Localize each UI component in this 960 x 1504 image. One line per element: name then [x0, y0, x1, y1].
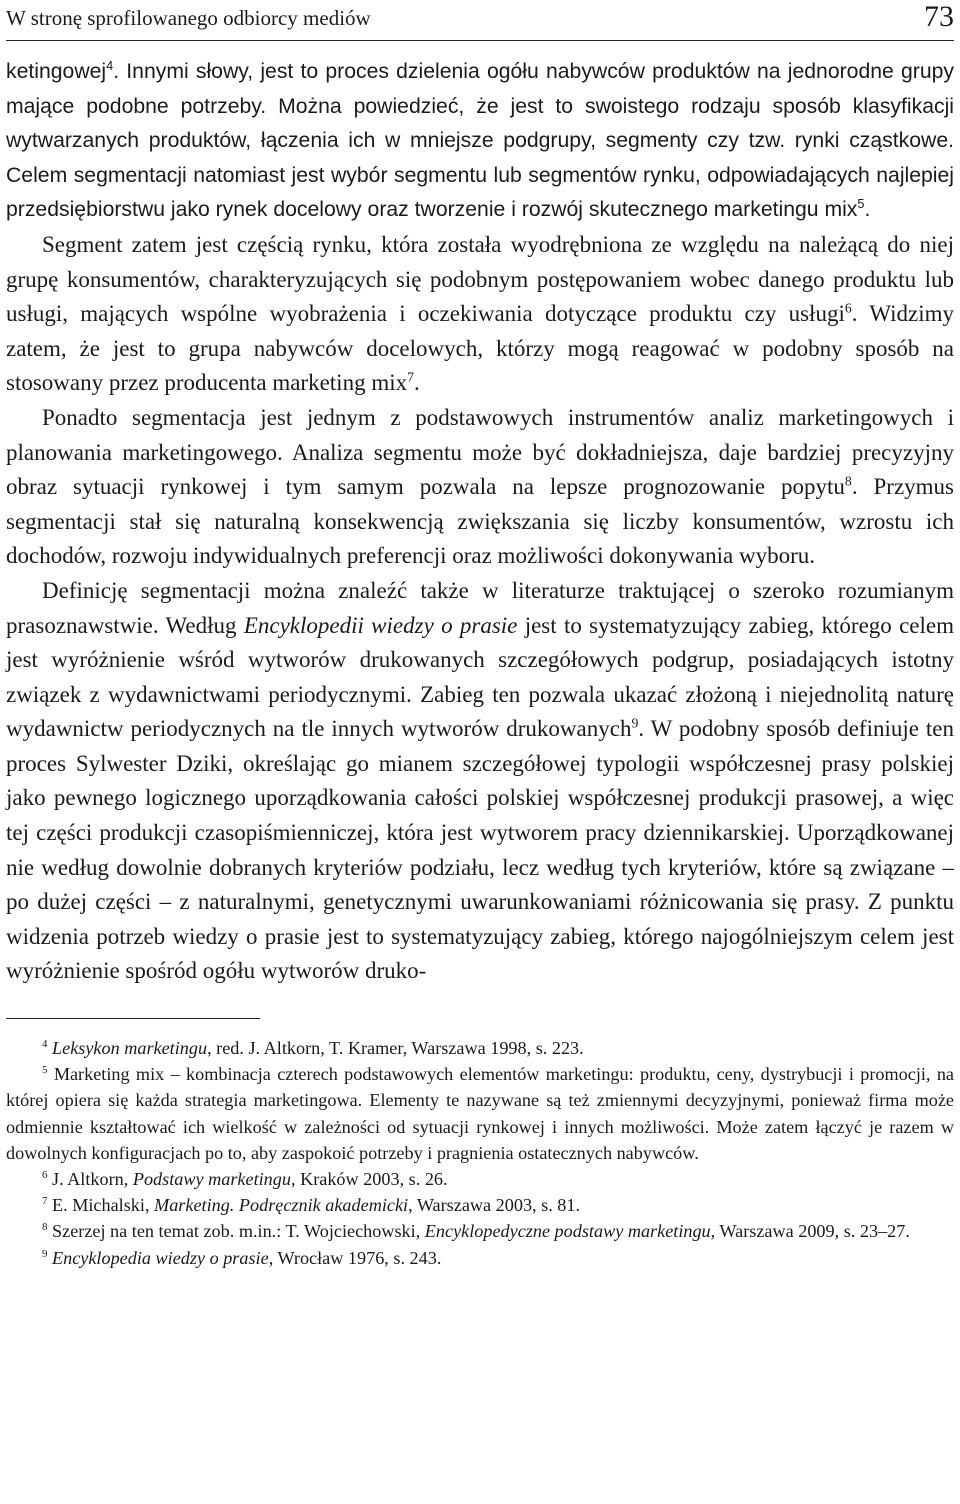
- footnote-8: [6, 1218, 954, 1244]
- text-run: Segment zatem jest częścią rynku, która została wyodrębniona ze względu na należącą do niej grupę konsumentów, charakteryzujących się podobnym postępowaniem wobec danego produktu lub usługi, mających wspólne wyobrażenia i oczekiwania dotyczące produktu czy usługi: [6, 231, 954, 327]
- paragraph-4: [6, 574, 954, 989]
- footnote-7: [6, 1192, 954, 1218]
- footnote-ref: 9: [631, 715, 639, 731]
- footnote-text: Szerzej na ten temat zob. m.in.: T. Wojciechowski,: [52, 1221, 425, 1242]
- footnote-number: 4: [42, 1037, 48, 1050]
- text-run: .: [864, 198, 871, 222]
- text-run: . Innymi słowy, jest to proces dzielenia ogółu nabywców produktów na jednorodne grupy mające podobne potrzeby. Można powiedzieć, że jest to swoistego rodzaju sposób klasyfikacji wytwarzanych produktów, łączenia ich w mniejsze podgrupy, segmenty czy tzw. rynki cząstkowe. Celem segmentacji natomiast jest wybór segmentu lub segmentów rynku, odpowiadających najlepiej przedsiębiorstwu jako rynek docelowy oraz tworzenie i rozwój skutecznego marketingu mix: [6, 60, 954, 222]
- italic-title: Encyklopedia wiedzy o prasie: [52, 1247, 269, 1268]
- paragraph-1: [6, 55, 954, 228]
- text-run: Ponadto segmentacja jest jednym z podstawowych instrumentów analiz marketingowych i planowania marketingowego. Analiza segmentu może być dokładniejsza, daje bardziej precyzyjny obraz sytuacji rynkowej i tym samym pozwala na lepsze prognozowanie popytu: [6, 404, 954, 500]
- footnote-number: 5: [42, 1064, 48, 1077]
- footnotes: [6, 1035, 954, 1271]
- footnote-9: [6, 1245, 954, 1271]
- document-page: [6, 0, 954, 1271]
- page-number: 73: [924, 0, 954, 33]
- footnote-text: , Warszawa 2009, s. 23–27.: [710, 1221, 910, 1242]
- text-run: ketingowej: [6, 60, 107, 83]
- footnote-ref: 7: [407, 369, 415, 385]
- footnote-ref: 4: [106, 57, 114, 73]
- footnote-text: , Warszawa 2003, s. 81.: [408, 1195, 581, 1216]
- footnote-6: [6, 1166, 954, 1192]
- footnote-number: 6: [42, 1168, 48, 1181]
- footnote-number: 8: [42, 1221, 48, 1234]
- body-text: [6, 55, 954, 989]
- italic-title: Encyklopedii wiedzy o prasie: [243, 612, 518, 638]
- footnote-separator: [6, 1018, 260, 1019]
- footnote-text: , red. J. Altkorn, T. Kramer, Warszawa 1998, s. 223.: [207, 1038, 584, 1059]
- italic-title: Podstawy marketingu: [132, 1169, 291, 1190]
- footnote-text: , Wrocław 1976, s. 243.: [268, 1247, 442, 1268]
- italic-title: Leksykon marketingu: [52, 1038, 208, 1059]
- italic-title: Marketing. Podręcznik akademicki: [154, 1195, 409, 1216]
- footnote-text: , Kraków 2003, s. 26.: [290, 1169, 448, 1190]
- footnote-ref: 8: [844, 473, 852, 489]
- text-run: . Widzimy zatem, że jest to grupa nabywców docelowych, którzy mogą reagować w podobny sposób na stosowany przez producenta marketing mix: [6, 301, 954, 396]
- footnote-number: 9: [42, 1247, 48, 1260]
- footnote-text: Marketing mix – kombinacja czterech podstawowych elementów marketingu: produktu, ceny, dystrybucji i promocji, na której opiera się każda strategia marketingowa. Elementy te nazywane są też zmiennymi decyzyjnymi, ponieważ firma może odmiennie kształtować ich wielkość w zależności od sytuacji rynkowej i innych możliwości. Może zatem łączyć je razem w dowolnych konfiguracjach po to, aby zaspokoić potrzeby i pragnienia ostatecznych nabywców.: [6, 1064, 954, 1163]
- footnote-4: [6, 1035, 954, 1061]
- text-run: . Przymus segmentacji stał się naturalną konsekwencją zwiększania się liczby konsumentów, wzrostu ich dochodów, rozwoju indywidualnych preferencji oraz możliwości dokonywania wyboru.: [6, 474, 954, 569]
- text-run: Definicję segmentacji można znaleźć także w literaturze traktującej o szeroko rozumianym prasoznawstwie. Według: [6, 577, 954, 638]
- running-header: [6, 0, 954, 41]
- footnote-text: J. Altkorn,: [52, 1169, 133, 1190]
- text-run: jest to systematyzujący zabieg, którego celem jest wyróżnienie wśród wytworów drukowanych szczegółowych podgrup, posiadających istotny związek z wydawnictwami periodycznymi. Zabieg ten pozwala ukazać złożoną i niejednolitą naturę wydawnictw periodycznych na tle innych wytworów drukowanych: [6, 612, 954, 742]
- footnote-ref: 5: [857, 196, 865, 212]
- paragraph-3: [6, 401, 954, 574]
- text-run: .: [414, 370, 420, 396]
- italic-title: Encyklopedyczne podstawy marketingu: [424, 1221, 711, 1242]
- paragraph-2: [6, 228, 954, 401]
- running-title: W stronę sprofilowanego odbiorcy mediów: [6, 6, 371, 30]
- footnote-5: [6, 1061, 954, 1166]
- footnote-ref: 6: [844, 300, 852, 316]
- text-run: . W podobny sposób definiuje ten proces Sylwester Dziki, określając go mianem szczegółowej typologii współczesnej prasy polskiej jako pewnego logicznego uporządkowania całości polskiej współczesnej produkcji prasowej, a więc tej części produkcji czasopiśmienniczej, która jest wytworem pracy dziennikarskiej. Uporządkowanej nie według dowolnie dobranych kryteriów podziału, lecz według tych kryteriów, które są związane – po dużej części – z naturalnymi, genetycznymi uwarunkowaniami różnicowania się prasy. Z punktu widzenia potrzeb wiedzy o prasie jest to systematyzujący zabieg, którego najogólniejszym celem jest wyróżnienie spośród ogółu wytworów druko-: [6, 716, 954, 984]
- footnote-number: 7: [42, 1195, 48, 1208]
- footnote-text: E. Michalski,: [52, 1195, 155, 1216]
